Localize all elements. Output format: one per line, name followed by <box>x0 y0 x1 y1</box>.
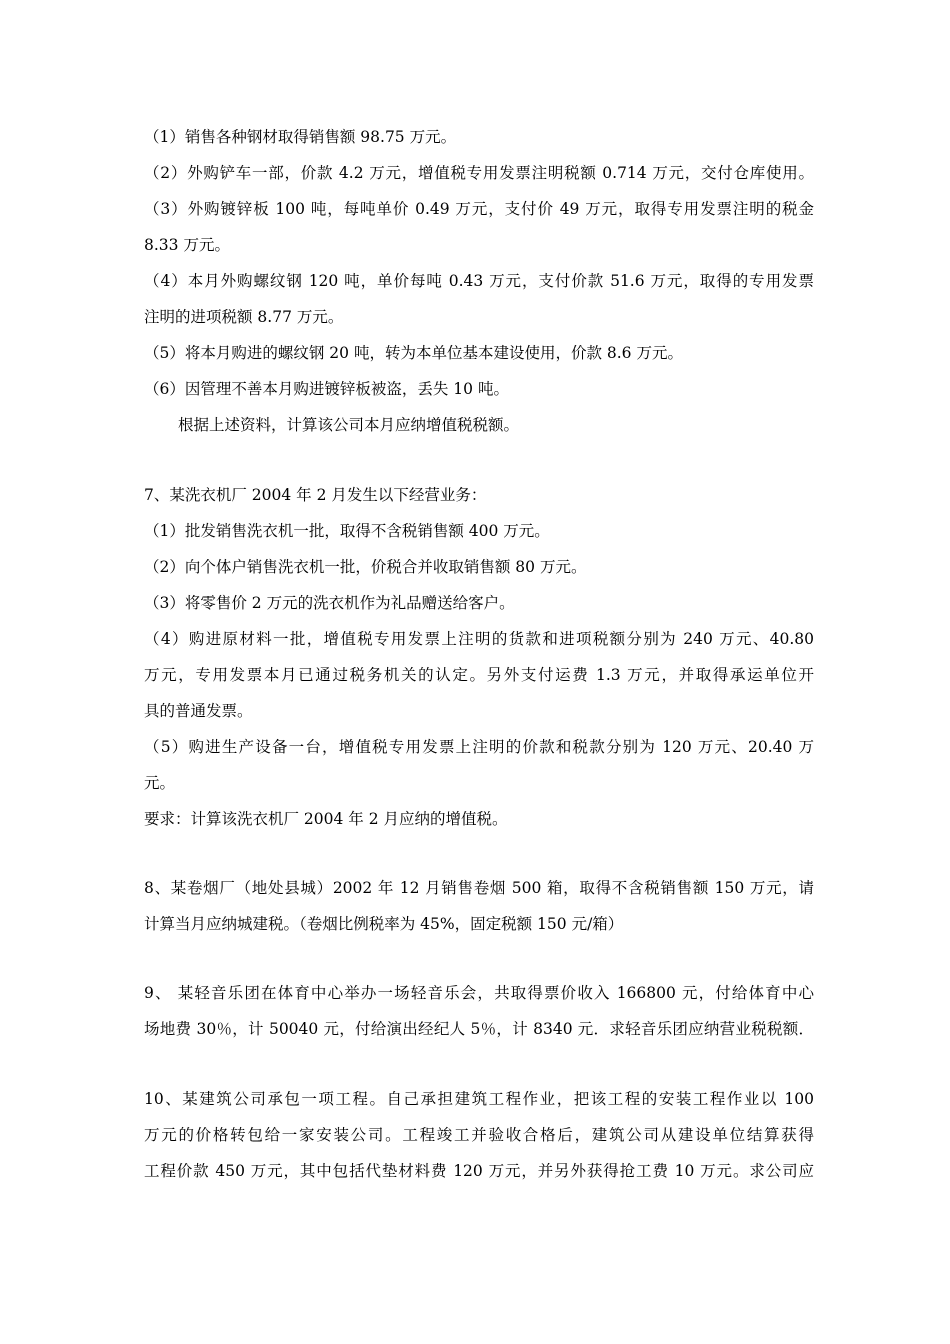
problem9-line2: 场地费 30％，计 50040 元，付给演出经纪人 5％，计 8340 元．求轻音乐团应纳营业税税额． <box>144 1020 814 1038</box>
problem7-item2: （2）向个体户销售洗衣机一批，价税合并收取销售额 80 万元。 <box>144 558 587 576</box>
problem6-item4-line1: （4）本月外购螺纹钢 120 吨，单价每吨 0.43 万元，支付价款 51.6 万元，取得的专用发票 <box>144 272 814 290</box>
problem8-line1: 8、某卷烟厂（地处县城）2002 年 12 月销售卷烟 500 箱，取得不含税销售额 150 万元，请 <box>144 879 814 897</box>
problem9-line1: 9、 某轻音乐团在体育中心举办一场轻音乐会，共取得票价收入 166800 元，付给体育中心 <box>144 984 814 1002</box>
problem7-requirement: 要求：计算该洗衣机厂 2004 年 2 月应纳的增值税。 <box>144 810 508 828</box>
problem6-requirement: 根据上述资料，计算该公司本月应纳增值税税额。 <box>178 416 520 434</box>
problem7-item5-line2: 元。 <box>144 774 176 792</box>
problem7-item4-line3: 具的普通发票。 <box>144 702 253 720</box>
problem6-item1: （1）销售各种钢材取得销售额 98.75 万元。 <box>144 128 457 146</box>
problem6-item3-line2: 8.33 万元。 <box>144 236 230 254</box>
problem6-item4-line2: 注明的进项税额 8.77 万元。 <box>144 308 344 326</box>
problem6-item5: （5）将本月购进的螺纹钢 20 吨，转为本单位基本建设使用，价款 8.6 万元。 <box>144 344 683 362</box>
problem10-line3: 工程价款 450 万元，其中包括代垫材料费 120 万元，并另外获得抢工费 10 万元。求公司应 <box>144 1162 814 1180</box>
problem10-line1: 10、某建筑公司承包一项工程。自己承担建筑工程作业，把该工程的安装工程作业以 100 <box>144 1090 814 1108</box>
problem6-item6: （6）因管理不善本月购进镀锌板被盗，丢失 10 吨。 <box>144 380 509 398</box>
problem6-item2: （2）外购铲车一部，价款 4.2 万元，增值税专用发票注明税额 0.714 万元，交付仓库使用。 <box>144 164 814 182</box>
problem7-item4-line1: （4）购进原材料一批，增值税专用发票上注明的货款和进项税额分别为 240 万元、40.80 <box>144 630 814 648</box>
problem7-item4-line2: 万元，专用发票本月已通过税务机关的认定。另外支付运费 1.3 万元，并取得承运单位开 <box>144 666 814 684</box>
problem7-item1: （1）批发销售洗衣机一批，取得不含税销售额 400 万元。 <box>144 522 550 540</box>
problem10-line2: 万元的价格转包给一家安装公司。工程竣工并验收合格后，建筑公司从建设单位结算获得 <box>144 1126 814 1144</box>
problem6-item3-line1: （3）外购镀锌板 100 吨，每吨单价 0.49 万元，支付价 49 万元，取得专用发票注明的税金 <box>144 200 814 218</box>
problem7-title: 7、某洗衣机厂 2004 年 2 月发生以下经营业务： <box>144 486 487 504</box>
problem7-item3: （3）将零售价 2 万元的洗衣机作为礼品赠送给客户。 <box>144 594 515 612</box>
problem8-line2: 计算当月应纳城建税。（卷烟比例税率为 45%，固定税额 150 元/箱） <box>144 915 624 933</box>
problem7-item5-line1: （5）购进生产设备一台，增值税专用发票上注明的价款和税款分别为 120 万元、20.40 万 <box>144 738 814 756</box>
